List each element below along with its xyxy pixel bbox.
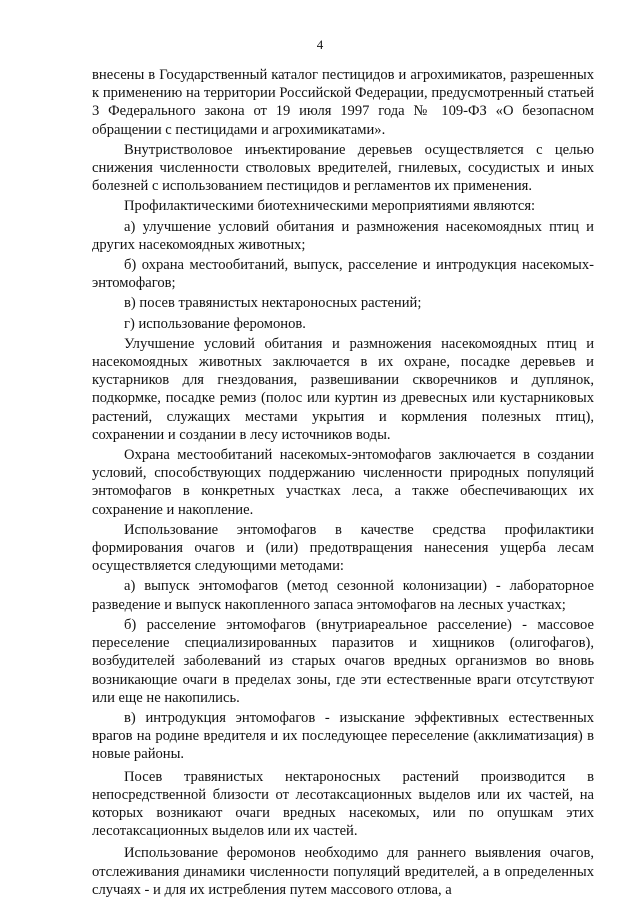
body-paragraph: Профилактическими биотехническими мероприятиями являются:: [124, 198, 536, 215]
body-paragraph: а) выпуск энтомофагов (метод сезонной колонизации) - лабораторное разведение и выпуск накопленного запаса энтомофагов на лесных участках;: [92, 578, 594, 613]
body-paragraph: Улучшение условий обитания и размножения насекомоядных птиц и насекомоядных животных заключается в их охране, посадке деревьев и кустарников для гнездования, развешивании скворечников и дуплянок, подкормке, посадке ремиз (полос или куртин из древесных или кустарниковых растений, служащих местами укрытия и кормления полезных птиц), сохранении и создании в лесу источников воды.: [92, 335, 594, 443]
body-paragraph: б) расселение энтомофагов (внутриареальное расселение) - массовое переселение специализированных паразитов и хищников (олигофагов), возбудителей заболеваний из старых очагов вредных организмов во вновь возникающие очаги в пределах зоны, где эти естественные враги отсутствуют или еще не накопились.: [92, 616, 594, 706]
document-body: [92, 66, 594, 901]
page-number: 4: [316, 37, 324, 52]
body-paragraph: а) улучшение условий обитания и размножения насекомоядных птиц и других насекомоядных животных;: [92, 218, 594, 253]
body-paragraph: Использование феромонов необходимо для раннего выявления очагов, отслеживания динамики численности популяций вредителей, а в определенных случаях - и для их истребления путем массового отлова, а: [92, 845, 594, 898]
body-paragraph: б) охрана местообитаний, выпуск, расселение и интродукция насекомых-энтомофагов;: [92, 257, 594, 292]
body-paragraph: Использование энтомофагов в качестве средства профилактики формирования очагов и (или) предотвращения нанесения ущерба лесам осуществляется следующими методами:: [92, 521, 594, 575]
body-paragraph: внесены в Государственный каталог пестицидов и агрохимикатов, разрешенных к применению на территории Российской Федерации, предусмотренный статьей 3 Федерального закона от 19 июля 1997 года № 109-ФЗ «О безопасном обращении с пестицидами и агрохимикатами».: [92, 67, 594, 138]
body-paragraph: г) использование феромонов.: [124, 315, 306, 332]
body-paragraph: в) интродукция энтомофагов - изыскание эффективных естественных врагов на родине вредителя и их последующее переселение (акклиматизация) в новые районы.: [92, 709, 594, 763]
body-paragraph: в) посев травянистых нектароносных растений;: [124, 295, 422, 312]
body-paragraph: Охрана местообитаний насекомых-энтомофагов заключается в создании условий, способствующих поддержанию численности природных популяций энтомофагов в конкретных участках леса, а также обеспечивающих их сохранение и накопление.: [92, 447, 594, 518]
body-paragraph: Посев травянистых нектароносных растений производится в непосредственной близости от лесотаксационных выделов или их частей, на которых возникают очаги вредных насекомых, или по опушкам этих лесотаксационных выделов или их частей.: [92, 768, 594, 840]
body-paragraph: Внутристволовое инъектирование деревьев осуществляется с целью снижения численности стволовых вредителей, гнилевых, сосудистых и иных болезней с использованием пестицидов и регламентов их применения.: [92, 141, 594, 195]
